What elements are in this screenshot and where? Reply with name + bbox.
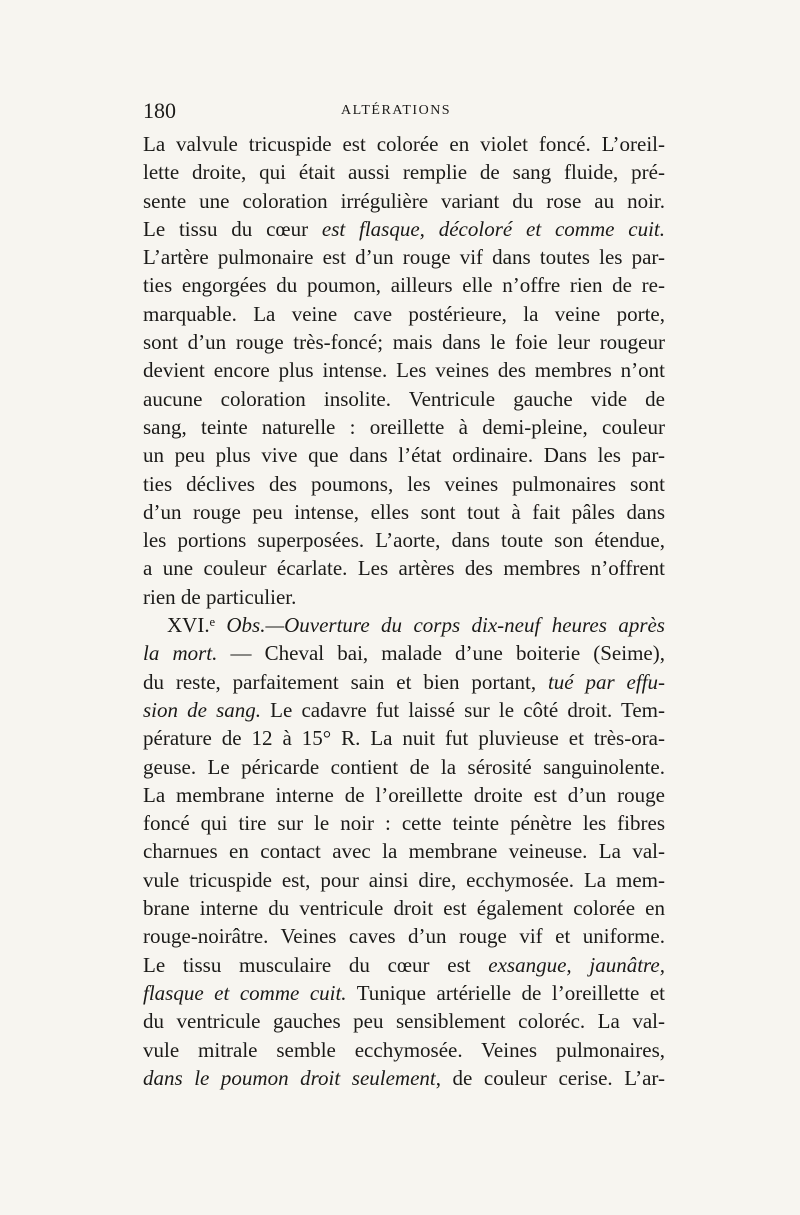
text-run: Le cadavre fut laissé sur le côté droit. Tem- xyxy=(261,697,666,722)
text-line: sang, teinte naturelle : oreillette à demi-pleine, couleur xyxy=(143,414,665,439)
italic-run: est flasque, décoloré et comme cuit. xyxy=(321,216,665,241)
italic-run: sion de sang. xyxy=(143,697,262,722)
text-line: charnues en contact avec la membrane veineuse. La val- xyxy=(143,839,665,864)
text-run: du reste, parfaitement sain et bien portant, xyxy=(143,669,548,694)
text-line: vule mitrale semble ecchymosée. Veines pulmonaires, xyxy=(143,1037,665,1062)
italic-run: Obs.—Ouverture du corps dix-neuf heures après xyxy=(226,613,665,638)
text-line: du ventricule gauches peu sensiblement coloréc. La val- xyxy=(143,1009,665,1034)
text-line xyxy=(143,611,665,639)
text-run: — Cheval bai, malade d’une boiterie (Seime), xyxy=(217,641,665,666)
text-line: L’artère pulmonaire est d’un rouge vif dans toutes les par- xyxy=(143,245,665,270)
italic-run: la mort. xyxy=(143,641,218,666)
italic-run: exsangue, jaunâtre, xyxy=(488,952,665,977)
body-text xyxy=(143,130,665,1092)
page-header xyxy=(143,98,665,128)
text-run: Tunique artérielle de l’oreillette et xyxy=(346,980,666,1005)
text-line: un peu plus vive que dans l’état ordinaire. Dans les par- xyxy=(143,443,665,468)
text-line: ties engorgées du poumon, ailleurs elle n’offre rien de re- xyxy=(143,273,665,298)
text-line: les portions superposées. L’aorte, dans toute son étendue, xyxy=(143,528,665,553)
text-line xyxy=(143,979,665,1007)
text-line: pérature de 12 à 15° R. La nuit fut pluvieuse et très-ora- xyxy=(143,726,665,751)
text-line: devient encore plus intense. Les veines des membres n’ont xyxy=(143,358,665,383)
text-line: d’un rouge peu intense, elles sont tout à fait pâles dans xyxy=(143,499,665,524)
text-line: sente une coloration irrégulière variant du rose au noir. xyxy=(143,188,665,213)
text-line: marquable. La veine cave postérieure, la veine porte, xyxy=(143,301,665,326)
text-line: lette droite, qui était aussi remplie de sang fluide, pré- xyxy=(143,160,665,185)
text-line: ties déclives des poumons, les veines pulmonaires sont xyxy=(143,471,665,496)
text-run: XVI.ᵉ xyxy=(167,613,227,638)
text-line: vule tricuspide est, pour ainsi dire, ecchymosée. La mem- xyxy=(143,867,665,892)
text-line: La valvule tricuspide est colorée en violet foncé. L’oreil- xyxy=(143,132,665,156)
running-head: ALTÉRATIONS xyxy=(341,103,452,118)
text-line: rouge-noirâtre. Veines caves d’un rouge vif et uniforme. xyxy=(143,924,665,949)
italic-run: tué par effu- xyxy=(547,669,665,694)
italic-run: dans le poumon droit seulement xyxy=(143,1065,436,1090)
page-number: 180 xyxy=(143,98,176,123)
text-line: sont d’un rouge très-foncé; mais dans le foie leur rougeur xyxy=(143,330,665,355)
text-line: foncé qui tire sur le noir : cette teinte pénètre les fibres xyxy=(143,811,665,836)
text-line xyxy=(143,639,665,667)
text-run: Le tissu du cœur xyxy=(143,216,322,241)
text-line xyxy=(143,1064,665,1092)
text-line xyxy=(143,668,665,696)
text-line: La membrane interne de l’oreillette droite est d’un rouge xyxy=(143,782,665,807)
text-line: rien de particulier. xyxy=(143,584,297,609)
text-line: aucune coloration insolite. Ventricule gauche vide de xyxy=(143,386,665,411)
text-run: Le tissu musculaire du cœur est xyxy=(143,952,489,977)
text-line xyxy=(143,951,665,979)
text-line xyxy=(143,696,665,724)
text-line: brane interne du ventricule droit est également colorée en xyxy=(143,896,665,921)
text-line xyxy=(143,215,665,243)
text-line: a une couleur écarlate. Les artères des membres n’offrent xyxy=(143,556,665,581)
italic-run: flasque et comme cuit. xyxy=(143,980,347,1005)
text-line: geuse. Le péricarde contient de la sérosité sanguinolente. xyxy=(143,754,665,779)
text-run: , de couleur cerise. L’ar- xyxy=(435,1065,665,1090)
